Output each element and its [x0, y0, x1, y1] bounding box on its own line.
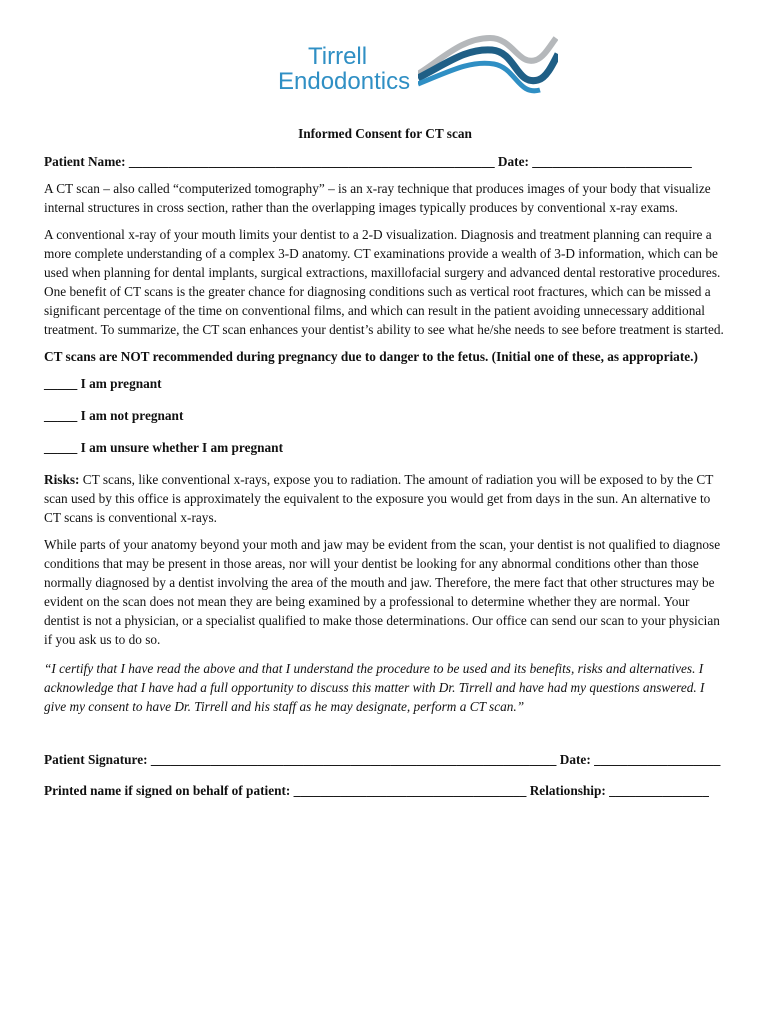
printed-name-line[interactable]: Printed name if signed on behalf of patient: ___________________________________ Relationship: _______________: [44, 783, 709, 798]
paragraph-anatomy-disclaimer: While parts of your anatomy beyond your moth and jaw may be evident from the scan, your dentist is not qualified to diagnose conditions that may be present in those areas, nor will your dentist be looking for any abnormal conditions other than those normally diagnosed by a dentist involving the area of the mouth and jaw. Therefore, the mere fact that other structures may be evident on the scan does not mean they are being examined by a professional to determine whether they are normal. Your dentist is not a physician, or a specialist qualified to make those determinations. Our office can send our scan to your physician if you ask us to do so.: [44, 537, 721, 647]
paragraph-ct-definition: A CT scan – also called “computerized tomography” – is an x-ray technique that produces images of your body that visualize internal structures in cross section, rather than the overlapping images typically produces by conventional x-ray exams.: [44, 181, 711, 215]
patient-name-line[interactable]: Patient Name: _______________________________________________________ Date: ________________________: [44, 154, 692, 169]
logo-line-1: Tirrell: [308, 43, 368, 70]
logo-text: [278, 44, 410, 94]
patient-signature-line[interactable]: Patient Signature: _____________________________________________________________ Date: ___________________: [44, 752, 721, 767]
logo: [278, 30, 562, 104]
risks-text: CT scans, like conventional x-rays, expose you to radiation. The amount of radiation you will be exposed to by the CT scan used by this office is approximately the equivalent to the exposure you would get from days in the sun. An alternative to CT scans is conventional x-rays.: [44, 472, 714, 525]
paragraph-risks: [44, 470, 726, 527]
certification-statement: “I certify that I have read the above and that I understand the procedure to be used and its benefits, risks and alternatives. I acknowledge that I have had a full opportunity to discuss this matter with Dr. Tirrell and have had my questions answered. I give my consent to have Dr. Tirrell and his staff as he may designate, perform a CT scan.”: [44, 661, 705, 714]
page-title: Informed Consent for CT scan: [298, 126, 472, 141]
logo-wave-icon: [418, 30, 558, 100]
risks-label: Risks:: [44, 472, 80, 487]
paragraph-ct-benefits: A conventional x-ray of your mouth limits your dentist to a 2-D visualization. Diagnosis and treatment planning can require a more complete understanding of a complex 3-D anatomy. CT examinations provide a wealth of 3-D information, which can be used when planning for dental implants, surgical extractions, maxillofacial surgery and advanced dental restorative procedures. One benefit of CT scans is the greater chance for diagnosing conditions such as vertical root fractures, which can be missed a significant percentage of the time on conventional films, and which can result in the patient avoiding unnecessary additional treatment. To summarize, the CT scan enhances your dentist’s ability to see what he/she needs to see before treatment is started.: [44, 227, 724, 337]
choice-unsure[interactable]: _____ I am unsure whether I am pregnant: [44, 440, 283, 455]
pregnancy-warning: CT scans are NOT recommended during pregnancy due to danger to the fetus. (Initial one of these, as appropriate.): [44, 349, 698, 364]
logo-line-2: Endodontics: [278, 68, 411, 95]
choice-not-pregnant[interactable]: _____ I am not pregnant: [44, 408, 184, 423]
consent-form: [44, 124, 726, 800]
choice-pregnant[interactable]: _____ I am pregnant: [44, 376, 162, 391]
